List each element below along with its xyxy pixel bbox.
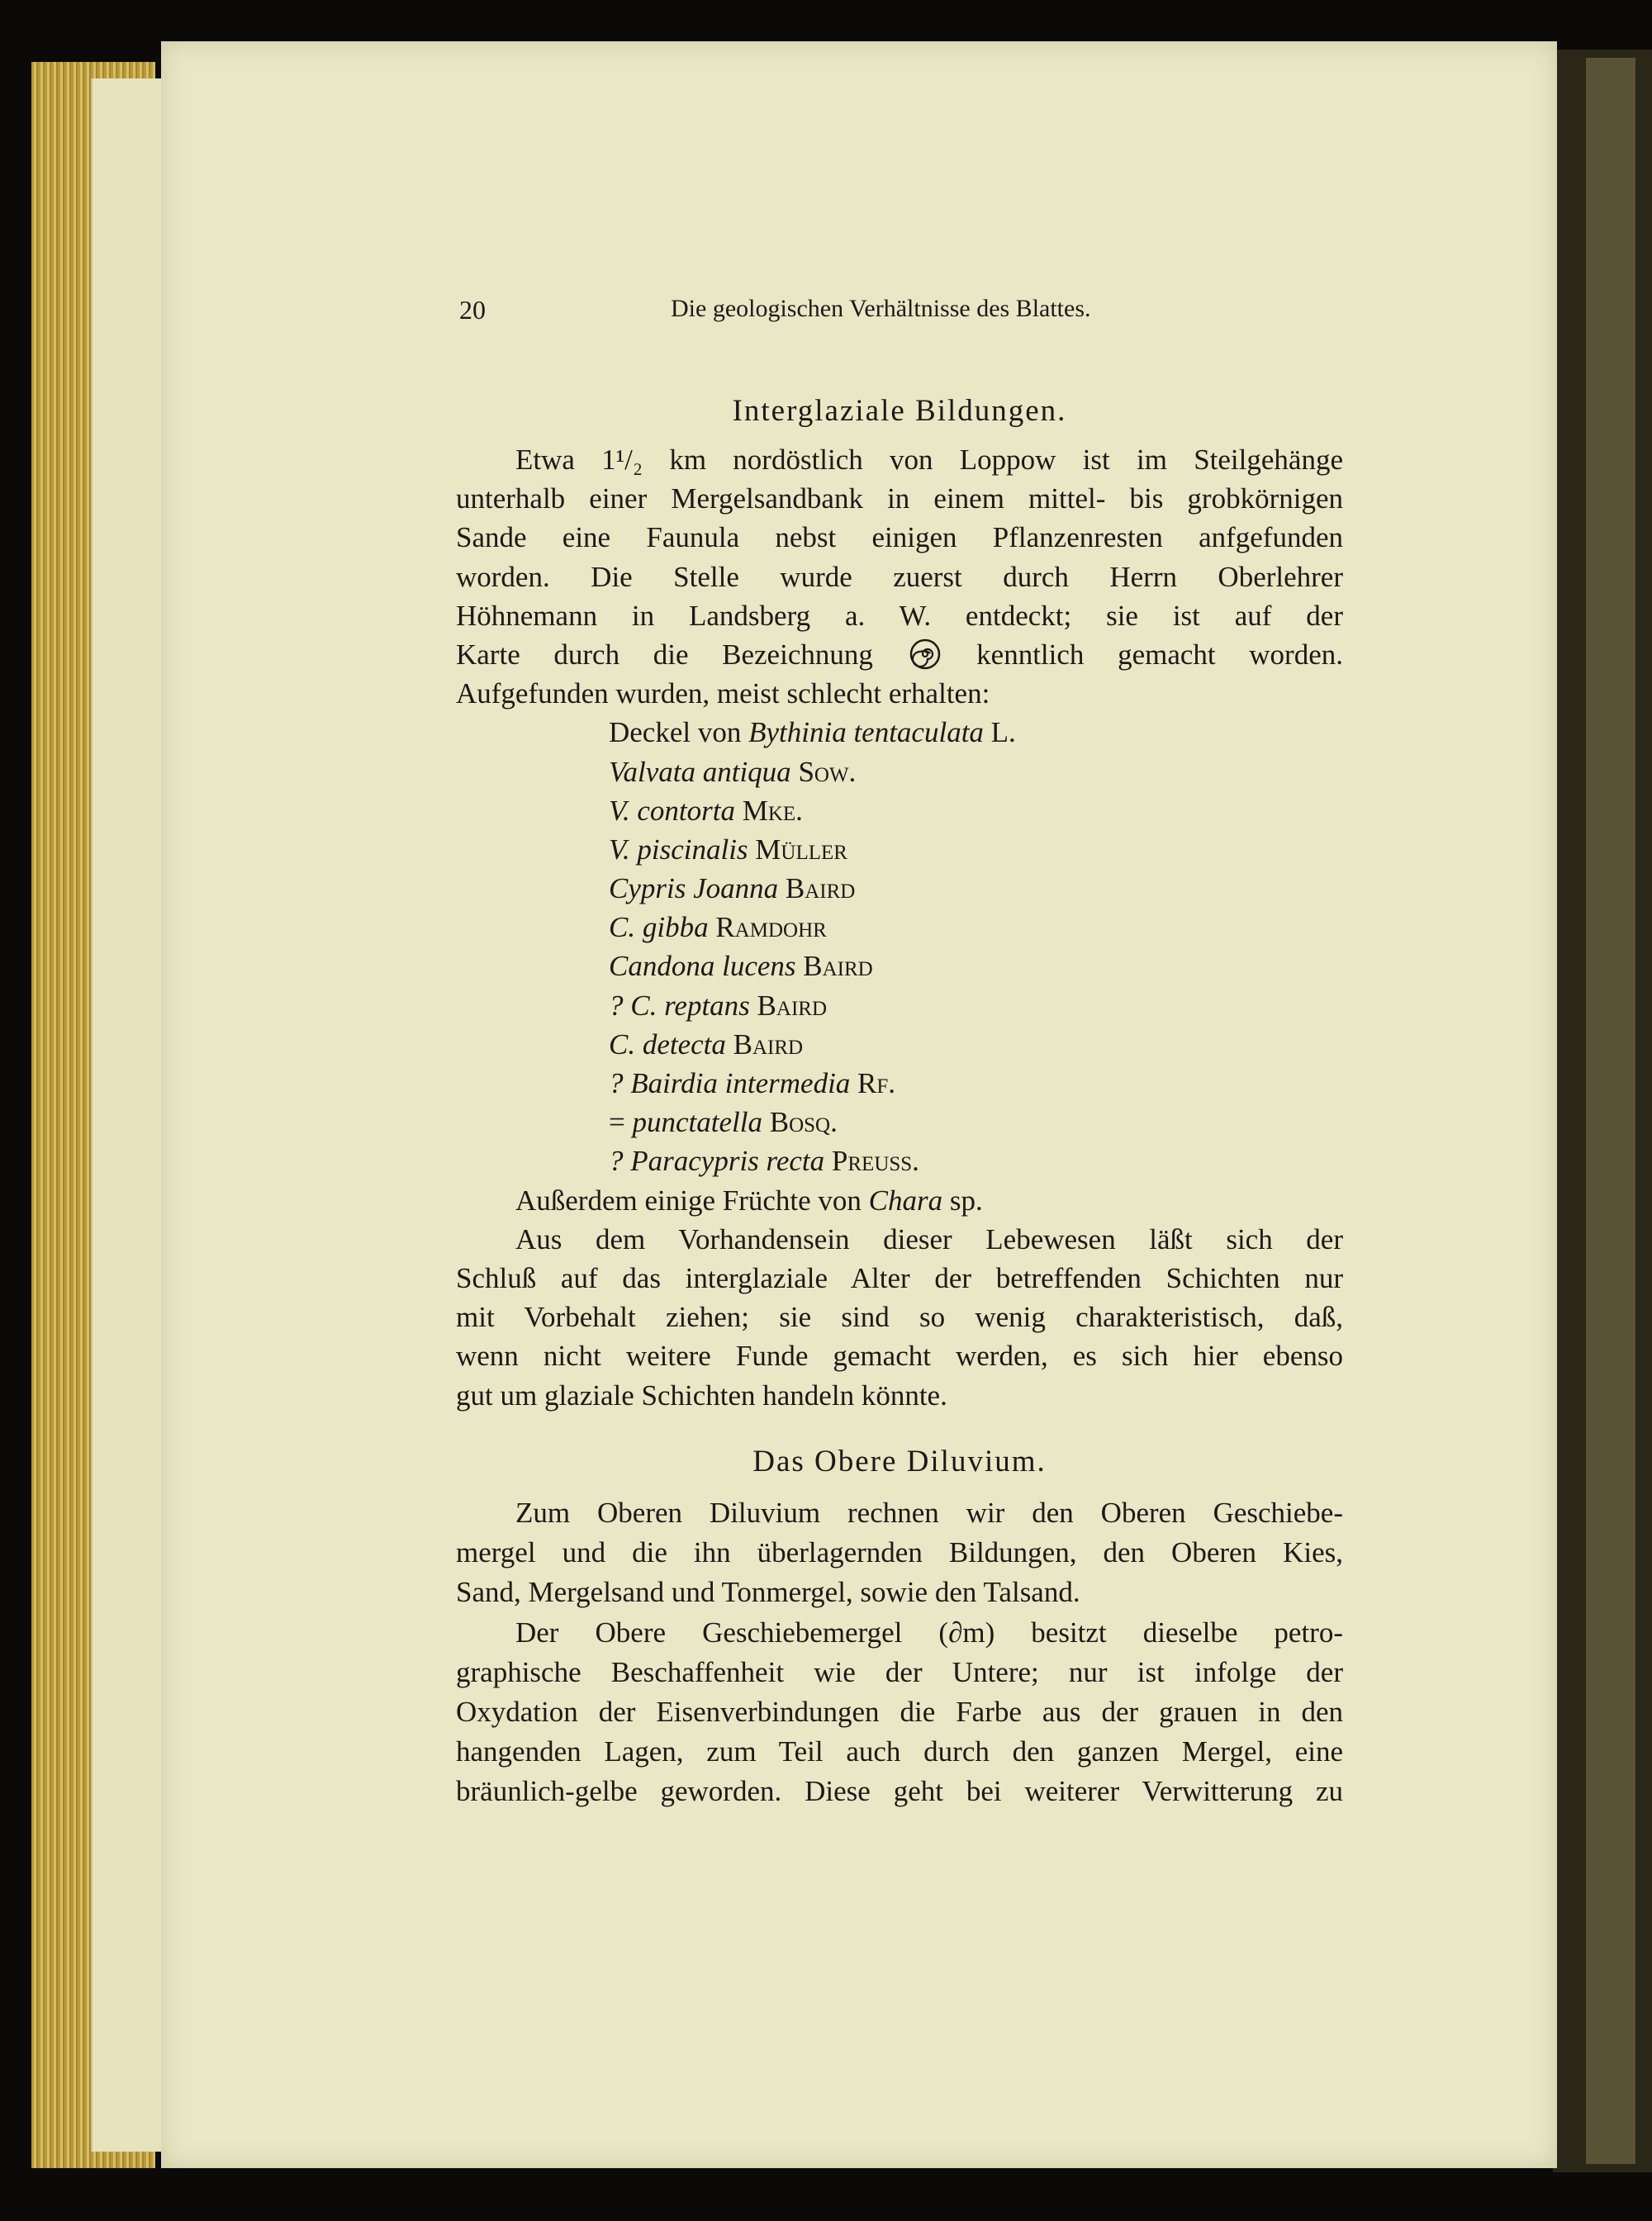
page-number: 20 (459, 295, 486, 325)
species-name: ? Bairdia intermedia (609, 1067, 851, 1099)
text-line: hangenden Lagen, zum Teil auch durch den ganzen Mergel, eine (456, 1735, 1343, 1768)
section-upper-diluvium-body (456, 1493, 1343, 1812)
text-line-with-symbol (456, 635, 1343, 674)
species-author: Müller (755, 833, 847, 866)
text-line: mit Vorbehalt ziehen; sie sind so wenig charakteristisch, daß, (456, 1301, 1343, 1334)
text-line: bräunlich-gelbe geworden. Diese geht bei weiterer Verwitterung zu (456, 1775, 1343, 1808)
text-line: Zum Oberen Diluvium rechnen wir den Oberen Geschiebe- (515, 1497, 1343, 1529)
text-line: Höhnemann in Landsberg a. W. entdeckt; sie ist auf der (456, 599, 1343, 632)
species-name: V. piscinalis (609, 833, 748, 866)
species-prefix: = (609, 1106, 633, 1139)
species-list-item (456, 947, 1343, 985)
species-name: Bythinia tentaculata (748, 716, 984, 749)
species-name: Valvata antiqua (609, 755, 791, 788)
species-author: Ramdohr (715, 911, 827, 944)
text-line: graphische Beschaffenheit wie der Untere; nur ist infolge der (456, 1655, 1343, 1688)
species-name: V. contorta (609, 794, 735, 827)
species-list-item (456, 830, 1343, 869)
text-line: Oxydation der Eisenverbindungen die Farbe aus der grauen in den (456, 1695, 1343, 1728)
species-list-item (456, 752, 1343, 791)
species-name: ? C. reptans (609, 989, 750, 1022)
species-author: L. (990, 716, 1016, 749)
species-list-item (456, 1025, 1343, 1064)
species-author: Preuss. (831, 1145, 919, 1178)
text-line: Sande eine Faunula nebst einigen Pflanzenresten anfgefunden (456, 521, 1343, 554)
species-name: punctatella (632, 1106, 762, 1139)
text-line: worden. Die Stelle wurde zuerst durch Herrn Oberlehrer (456, 560, 1343, 593)
text-fragment: Außerdem einige Früchte von (515, 1184, 869, 1217)
spiral-fossil-symbol-icon (907, 638, 943, 671)
species-author: Baird (757, 989, 827, 1022)
species-author: Baird (803, 950, 873, 983)
facing-page-edge (1586, 58, 1635, 2164)
running-title: Die geologischen Verhältnisse des Blattes. (671, 295, 1091, 322)
taxon-name: Chara (868, 1184, 943, 1217)
species-list-item (456, 1141, 1343, 1180)
section-heading-interglacial: Interglaziale Bildungen. (732, 394, 1067, 428)
species-list-item (456, 791, 1343, 830)
species-author: Baird (785, 872, 856, 905)
text-fragment: kenntlich gemacht worden. (976, 638, 1343, 671)
section-interglacial-body (456, 440, 1343, 1415)
species-name: ? Paracypris recta (609, 1145, 825, 1178)
text-line (456, 1181, 1343, 1220)
species-list-item (456, 1103, 1343, 1141)
species-name: C. gibba (609, 911, 709, 944)
text-line: Aufgefunden wurden, meist schlecht erhalten: (456, 677, 990, 710)
text-line: unterhalb einer Mergelsandbank in einem mittel- bis grobkörnigen (456, 482, 1343, 515)
text-line: mergel und die ihn überlagernden Bildungen, den Oberen Kies, (456, 1536, 1343, 1569)
text-line: Schluß auf das interglaziale Alter der betreffenden Schichten nur (456, 1261, 1343, 1294)
text-fragment: Karte durch die Bezeichnung (456, 638, 873, 671)
species-list-item (456, 713, 1343, 752)
section-heading-upper-diluvium: Das Obere Diluvium. (752, 1445, 1047, 1478)
species-list-item (456, 908, 1343, 947)
text-line: Aus dem Vorhandensein dieser Lebewesen läßt sich der (515, 1222, 1343, 1255)
species-list (456, 713, 1343, 1180)
species-author: Mke. (742, 794, 803, 827)
text-line: Sand, Mergelsand und Tonmergel, sowie den Talsand. (456, 1576, 1080, 1609)
text-line: Der Obere Geschiebemergel (∂m) besitzt dieselbe petro- (515, 1616, 1343, 1649)
species-name: Candona lucens (609, 950, 796, 983)
text-line: gut um glaziale Schichten handeln könnte. (456, 1379, 947, 1412)
species-name: C. detecta (609, 1027, 726, 1061)
species-author: Rf. (857, 1067, 896, 1099)
text-line: wenn nicht weitere Funde gemacht werden, es sich hier ebenso (456, 1340, 1343, 1373)
text-line: Etwa 1¹/₂ km nordöstlich von Loppow ist im Steilgehänge (515, 444, 1343, 476)
species-author: Baird (733, 1027, 804, 1061)
underlying-page (91, 78, 167, 2152)
species-name: Cypris Joanna (609, 872, 779, 905)
species-list-item (456, 986, 1343, 1025)
species-list-item (456, 869, 1343, 908)
text-fragment: sp. (942, 1184, 983, 1217)
species-list-item (456, 1064, 1343, 1103)
species-author: Sow. (798, 755, 857, 788)
species-author: Bosq. (769, 1106, 838, 1139)
species-prefix: Deckel von (609, 716, 749, 749)
